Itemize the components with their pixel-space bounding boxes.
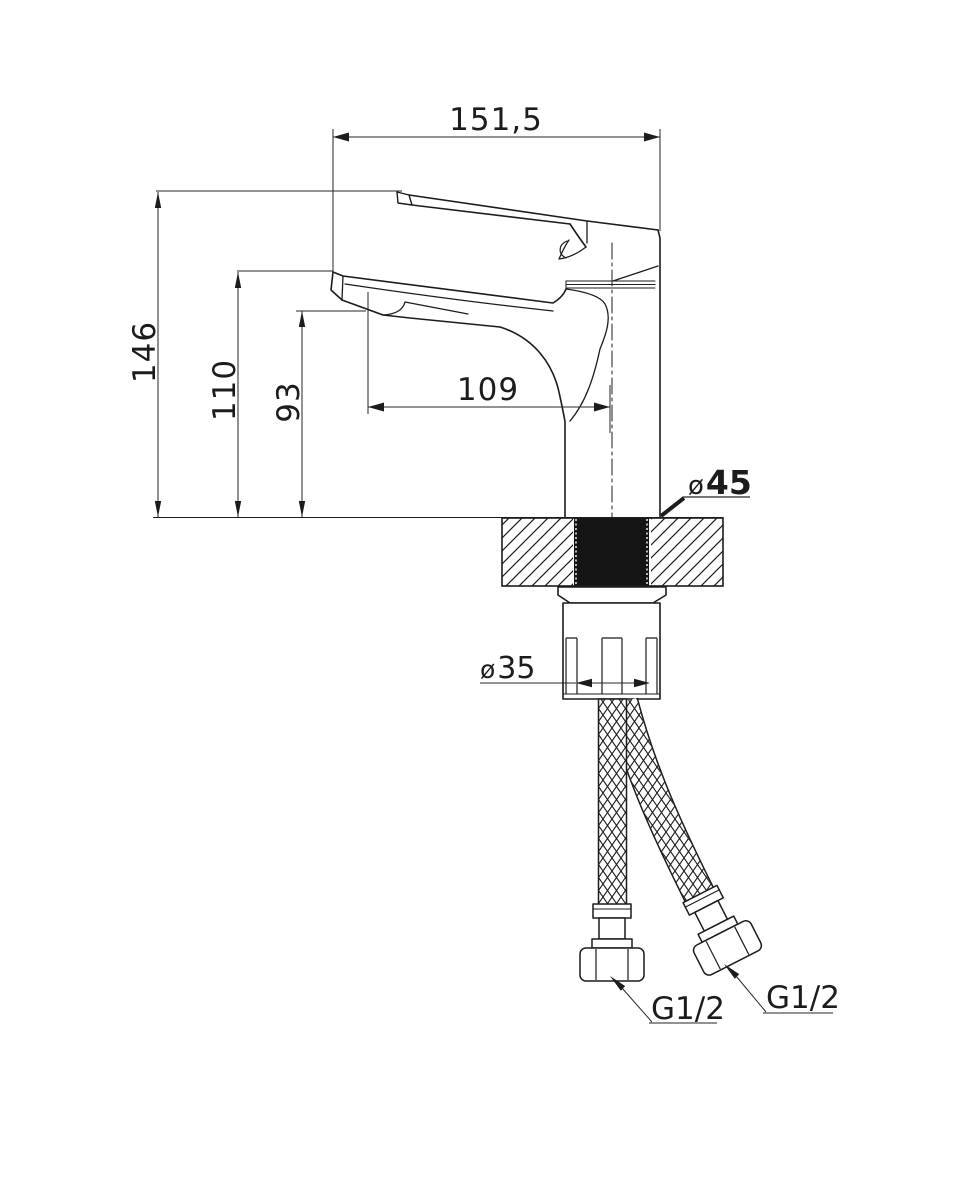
hatch-left bbox=[502, 518, 573, 586]
dim-shank-diameter-label: ø35 bbox=[480, 651, 536, 686]
dimension-151-5 bbox=[333, 129, 660, 274]
dim-spout-outlet-height-label: 93 bbox=[271, 381, 307, 423]
countertop-section bbox=[153, 518, 723, 587]
dim-total-height-label: 146 bbox=[127, 320, 163, 384]
hatch-right bbox=[651, 518, 723, 586]
dim-spout-top-height-label: 110 bbox=[207, 358, 243, 422]
thread-label-right: G1/2 bbox=[766, 980, 840, 1016]
dimension-layer bbox=[155, 129, 833, 1023]
cartridge-ring bbox=[566, 281, 655, 288]
dim-spout-reach-label: 109 bbox=[456, 372, 520, 408]
dim-body-diameter-label: ø45 bbox=[688, 463, 752, 502]
hose-nut-left bbox=[580, 904, 644, 981]
dimension-109 bbox=[368, 292, 610, 433]
dimension-146 bbox=[155, 191, 402, 517]
mounting-nut bbox=[558, 587, 666, 699]
mounting-shank bbox=[574, 518, 649, 586]
handle-lever bbox=[397, 192, 658, 259]
thread-label-left: G1/2 bbox=[651, 991, 725, 1027]
supply-hose-diagonal bbox=[622, 702, 763, 977]
dimension-text-layer bbox=[127, 102, 840, 1027]
dim-overall-width-label: 151,5 bbox=[449, 102, 543, 138]
